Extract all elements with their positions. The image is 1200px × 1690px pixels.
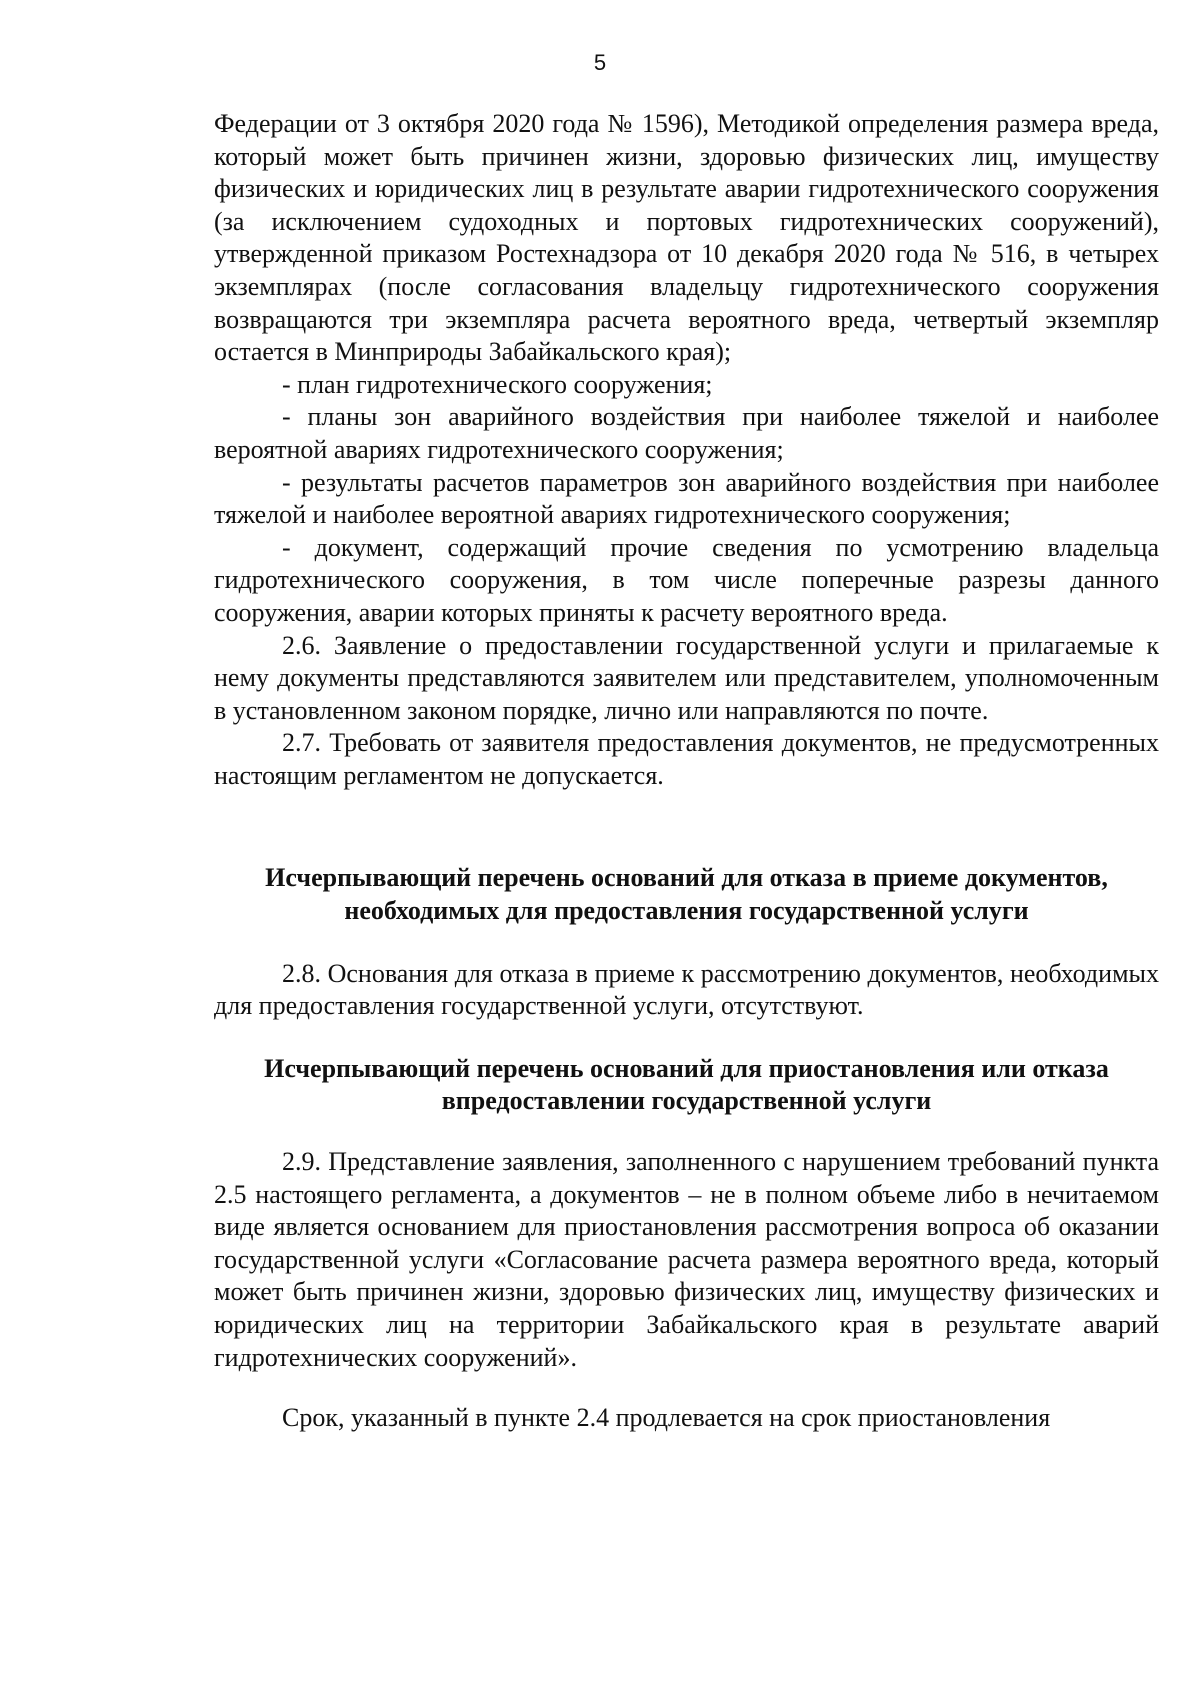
spacer [214,792,1159,862]
paragraph-2-8: 2.8. Основания для отказа в приеме к рассмотрению документов, необходимых для предоставления государственной услуги, отсутствуют. [214,958,1159,1021]
paragraph-2-9: 2.9. Представление заявления, заполненного с нарушением требований пункта 2.5 настоящего регламента, а документов – не в полном объеме либо в нечитаемом виде является основанием для приостановления рассмотрения вопроса об оказании государственной услуги «Согласование расчета размера вероятного вреда, который может быть причинен жизни, здоровью физических лиц, имуществу физических и юридических лиц на территории Забайкальского края в результате аварий гидротехнических сооружений». [214,1147,1159,1372]
paragraph-continuation: Федерации от 3 октября 2020 года № 1596), Методикой определения размера вреда, который может быть причинен жизни, здоровью физических лиц, имуществу физических и юридических лиц в результате аварии гидротехнического сооружения (за исключением судоходных и портовых гидротехнических сооружений), утвержденной приказом Ростехнадзора от 10 декабря 2020 года № 516, в четырех экземплярах (после согласования владельцу гидротехнического сооружения возвращаются три экземпляра расчета вероятного вреда, четвертый экземпляр остается в Минприроды Забайкальского края); [214,109,1159,367]
spacer [214,1023,1159,1053]
spacer [214,1374,1159,1402]
section-heading-suspension: Исчерпывающий перечень оснований для приостановления или отказа впредоставлении государственной услуги [264,1053,1109,1116]
paragraph-2-7: 2.7. Требовать от заявителя предоставления документов, не предусмотренных настоящим регламентом не допускается. [214,728,1159,790]
list-item-calculation-results: - результаты расчетов параметров зон аварийного воздействия при наиболее тяжелой и наиболее вероятной авариях гидротехнического сооружения; [214,467,1159,530]
section-heading-refusal-acceptance: Исчерпывающий перечень оснований для отказа в приеме документов, необходимых для предоставления государственной услуги [265,863,1108,926]
list-item-other-document: - документ, содержащий прочие сведения по усмотрению владельца гидротехнического сооружения, в том числе поперечные разрезы данного сооружения, аварии которых приняты к расчету вероятного вреда. [214,532,1159,627]
document-body [214,108,1159,1435]
paragraph-term-extension: Срок, указанный в пункте 2.4 продлевается на срок приостановления [282,1403,1051,1433]
spacer [214,928,1159,958]
page-number: 5 [593,50,607,75]
paragraph-2-6: 2.6. Заявление о предоставлении государственной услуги и прилагаемые к нему документы представляются заявителем или представителем, уполномоченным в установленном законом порядке, лично или направляются по почте. [214,630,1159,725]
list-item-zone-plans: - планы зон аварийного воздействия при наиболее тяжелой и наиболее вероятной авариях гидротехнического сооружения; [214,402,1159,464]
spacer [214,1118,1159,1146]
list-item-plan: - план гидротехнического сооружения; [282,369,713,399]
